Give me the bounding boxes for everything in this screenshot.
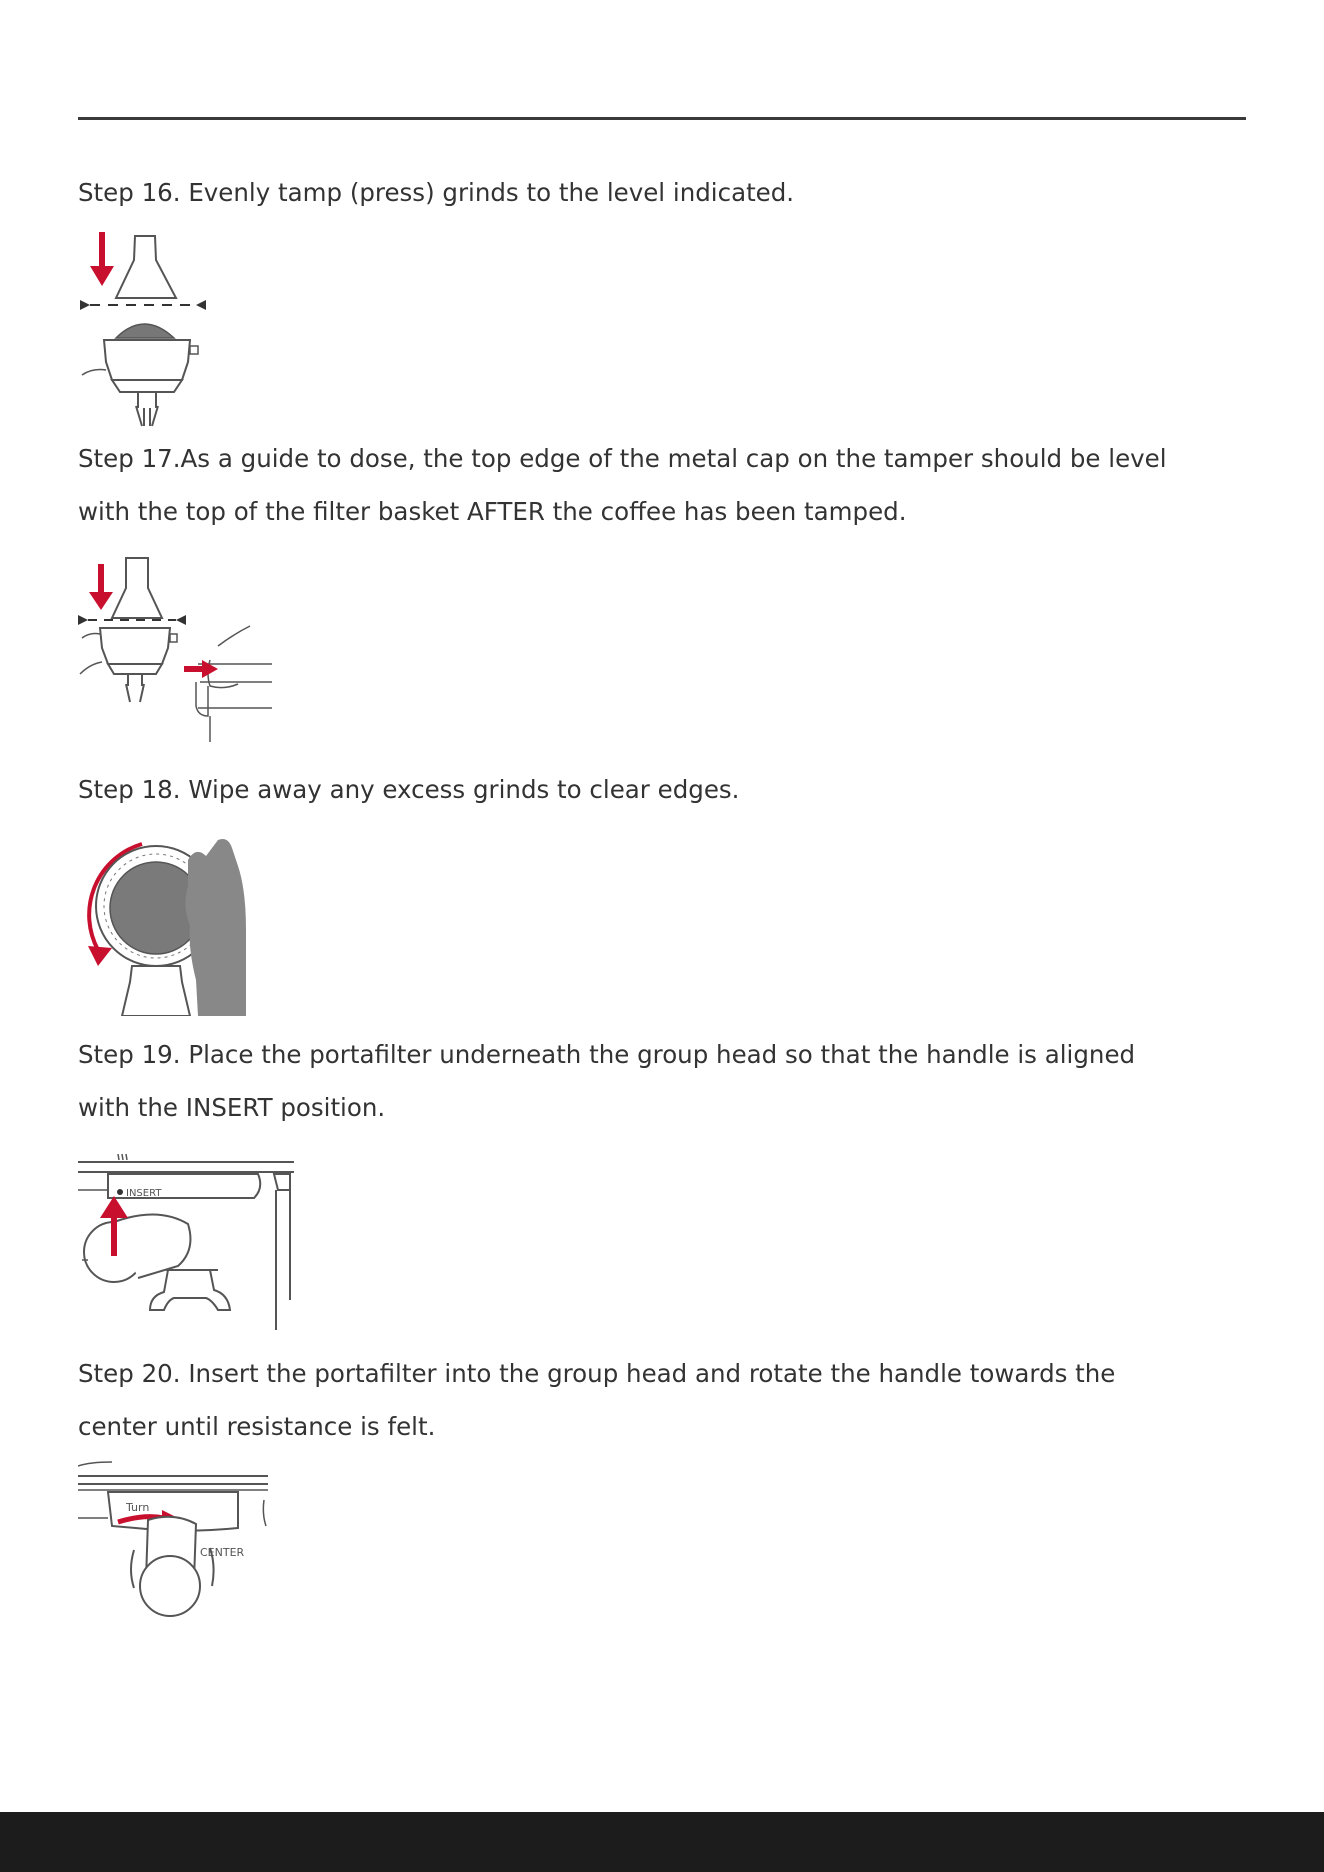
insert-label: INSERT xyxy=(126,1188,162,1199)
dose-guide-illustration xyxy=(78,556,278,746)
step-19-line-2: with the INSERT position. xyxy=(78,1093,386,1122)
step-20-line-2: center until resistance is felt. xyxy=(78,1412,436,1441)
step-17-line-1: Step 17.As a guide to dose, the top edge of the metal cap on the tamper should be level xyxy=(78,444,1167,473)
down-arrow-icon xyxy=(89,564,113,610)
step-17-line-2: with the top of the filter basket AFTER the coffee has been tamped. xyxy=(78,497,907,526)
step-19-line-1: Step 19. Place the portafilter underneath the group head so that the handle is aligned xyxy=(78,1040,1136,1069)
step-19-text xyxy=(78,1028,1135,1134)
turn-label: Turn xyxy=(126,1501,150,1514)
step-18-line-1: Step 18. Wipe away any excess grinds to clear edges. xyxy=(78,775,740,804)
wipe-grinds-illustration xyxy=(78,830,258,1016)
header-rule xyxy=(78,117,1246,120)
level-indicator-icon xyxy=(80,300,206,310)
insert-portafilter-illustration xyxy=(78,1150,298,1332)
down-arrow-icon xyxy=(90,232,114,286)
tamping-illustration xyxy=(78,230,238,430)
right-arrow-icon xyxy=(184,660,218,678)
center-label: CENTER xyxy=(200,1546,245,1559)
step-20-line-1: Step 20. Insert the portafilter into the group head and rotate the handle towards the xyxy=(78,1359,1116,1388)
rotate-portafilter-illustration xyxy=(78,1460,278,1626)
step-16-text xyxy=(78,166,794,219)
step-17-text xyxy=(78,432,1167,538)
step-18-text xyxy=(78,763,739,816)
step-16-line-1: Step 16. Evenly tamp (press) grinds to the level indicated. xyxy=(78,178,795,207)
footer-bar xyxy=(0,1812,1324,1872)
step-20-text xyxy=(78,1347,1115,1453)
